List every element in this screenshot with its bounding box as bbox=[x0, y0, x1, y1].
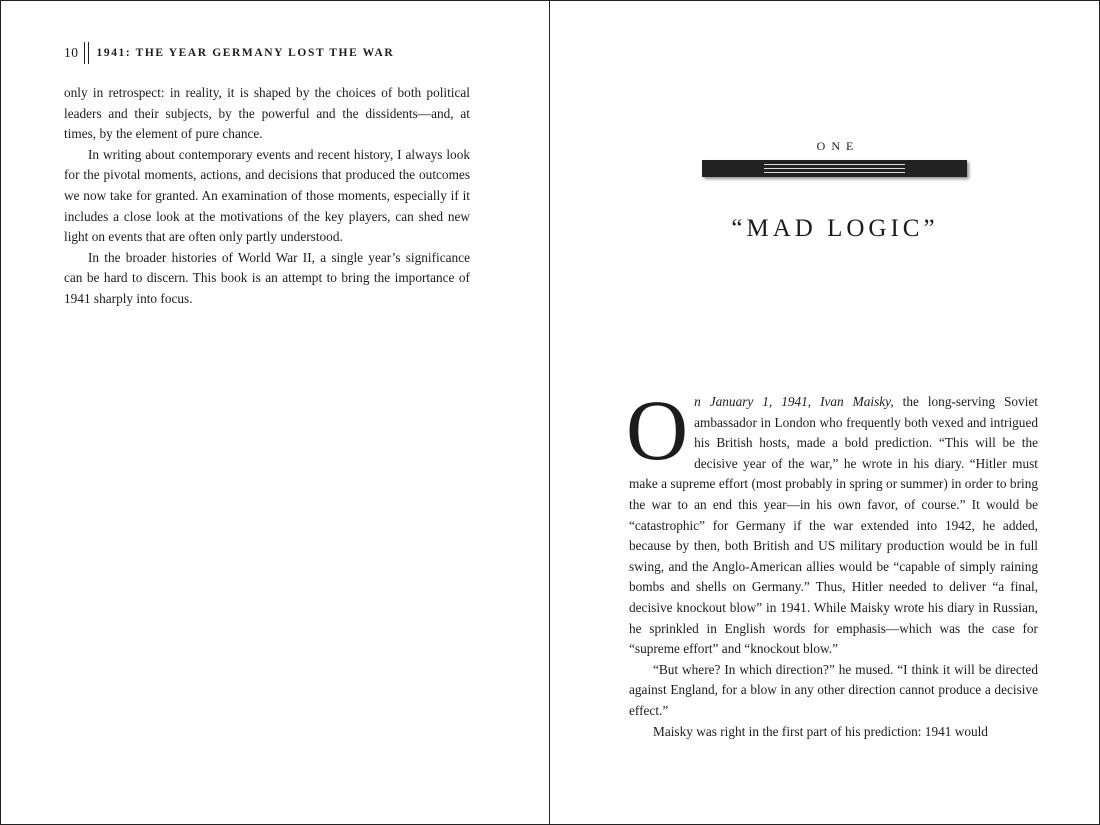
running-head bbox=[64, 42, 394, 64]
ornament-line bbox=[764, 164, 905, 165]
opening-paragraph bbox=[626, 382, 1038, 660]
chapter-number: ONE bbox=[816, 139, 860, 153]
paragraph: only in retrospect: in reality, it is shaped by the choices of both political leaders and their subjects, by the powerful and the dissidents—and, at times, by the element of pure chance. bbox=[64, 85, 470, 142]
chapter-title: “MAD LOGIC” bbox=[731, 215, 939, 242]
paragraph: “But where? In which direction?” he mused. “I think it will be directed against England, for a blow in any other direction cannot produce a decisive effect.” bbox=[629, 661, 1038, 718]
left-body-text bbox=[64, 83, 470, 310]
ornament-line bbox=[764, 172, 905, 173]
opening-text: the long-serving Soviet ambassador in London who frequently both vexed and intrigued his British hosts, made a bold prediction. “This will be the decisive year of the war,” he wrote in his diary. “Hitler must make a supreme effort (most probably in spring or summer) in order to bring the war to an end this year—in his own favor, of course.” It would be “catastrophic” for Germany if the war extended into 1942, he added, because by then, both British and US military production would be in full swing, and the Anglo-American allies would be “capable of simply raining bombs and shells on Germany.” Thus, Hitler needed to deliver “a final, decisive knockout blow” in 1941. While Maisky wrote his diary in Russian, he sprinkled in English words for emphasis—which was the case for “supreme effort” and “knockout blow.” bbox=[629, 394, 1038, 657]
right-body-text bbox=[626, 382, 1038, 742]
paragraph: In the broader histories of World War II, a single year’s significance can be hard to discern. This book is an attempt to bring the importance of 1941 sharply into focus. bbox=[64, 249, 470, 306]
drop-cap: O bbox=[626, 382, 689, 478]
running-head-title: 1941: THE YEAR GERMANY LOST THE WAR bbox=[96, 47, 395, 59]
paragraph: In writing about contemporary events and recent history, I always look for the pivotal moments, actions, and decisions that produced the outcomes we now take for granted. An examination of those moments, especially if it includes a close look at the motivations of the key players, can shed new light on events that are often only partly understood. bbox=[64, 146, 470, 245]
ornament-line bbox=[764, 168, 905, 169]
opening-italic-text: n January 1, 1941, Ivan Maisky, bbox=[694, 394, 894, 409]
chapter-ornament-bar bbox=[702, 160, 967, 177]
running-head-divider bbox=[84, 42, 89, 64]
paragraph: Maisky was right in the first part of his prediction: 1941 would bbox=[653, 723, 988, 739]
page-number: 10 bbox=[64, 45, 79, 60]
right-page bbox=[549, 0, 1100, 825]
